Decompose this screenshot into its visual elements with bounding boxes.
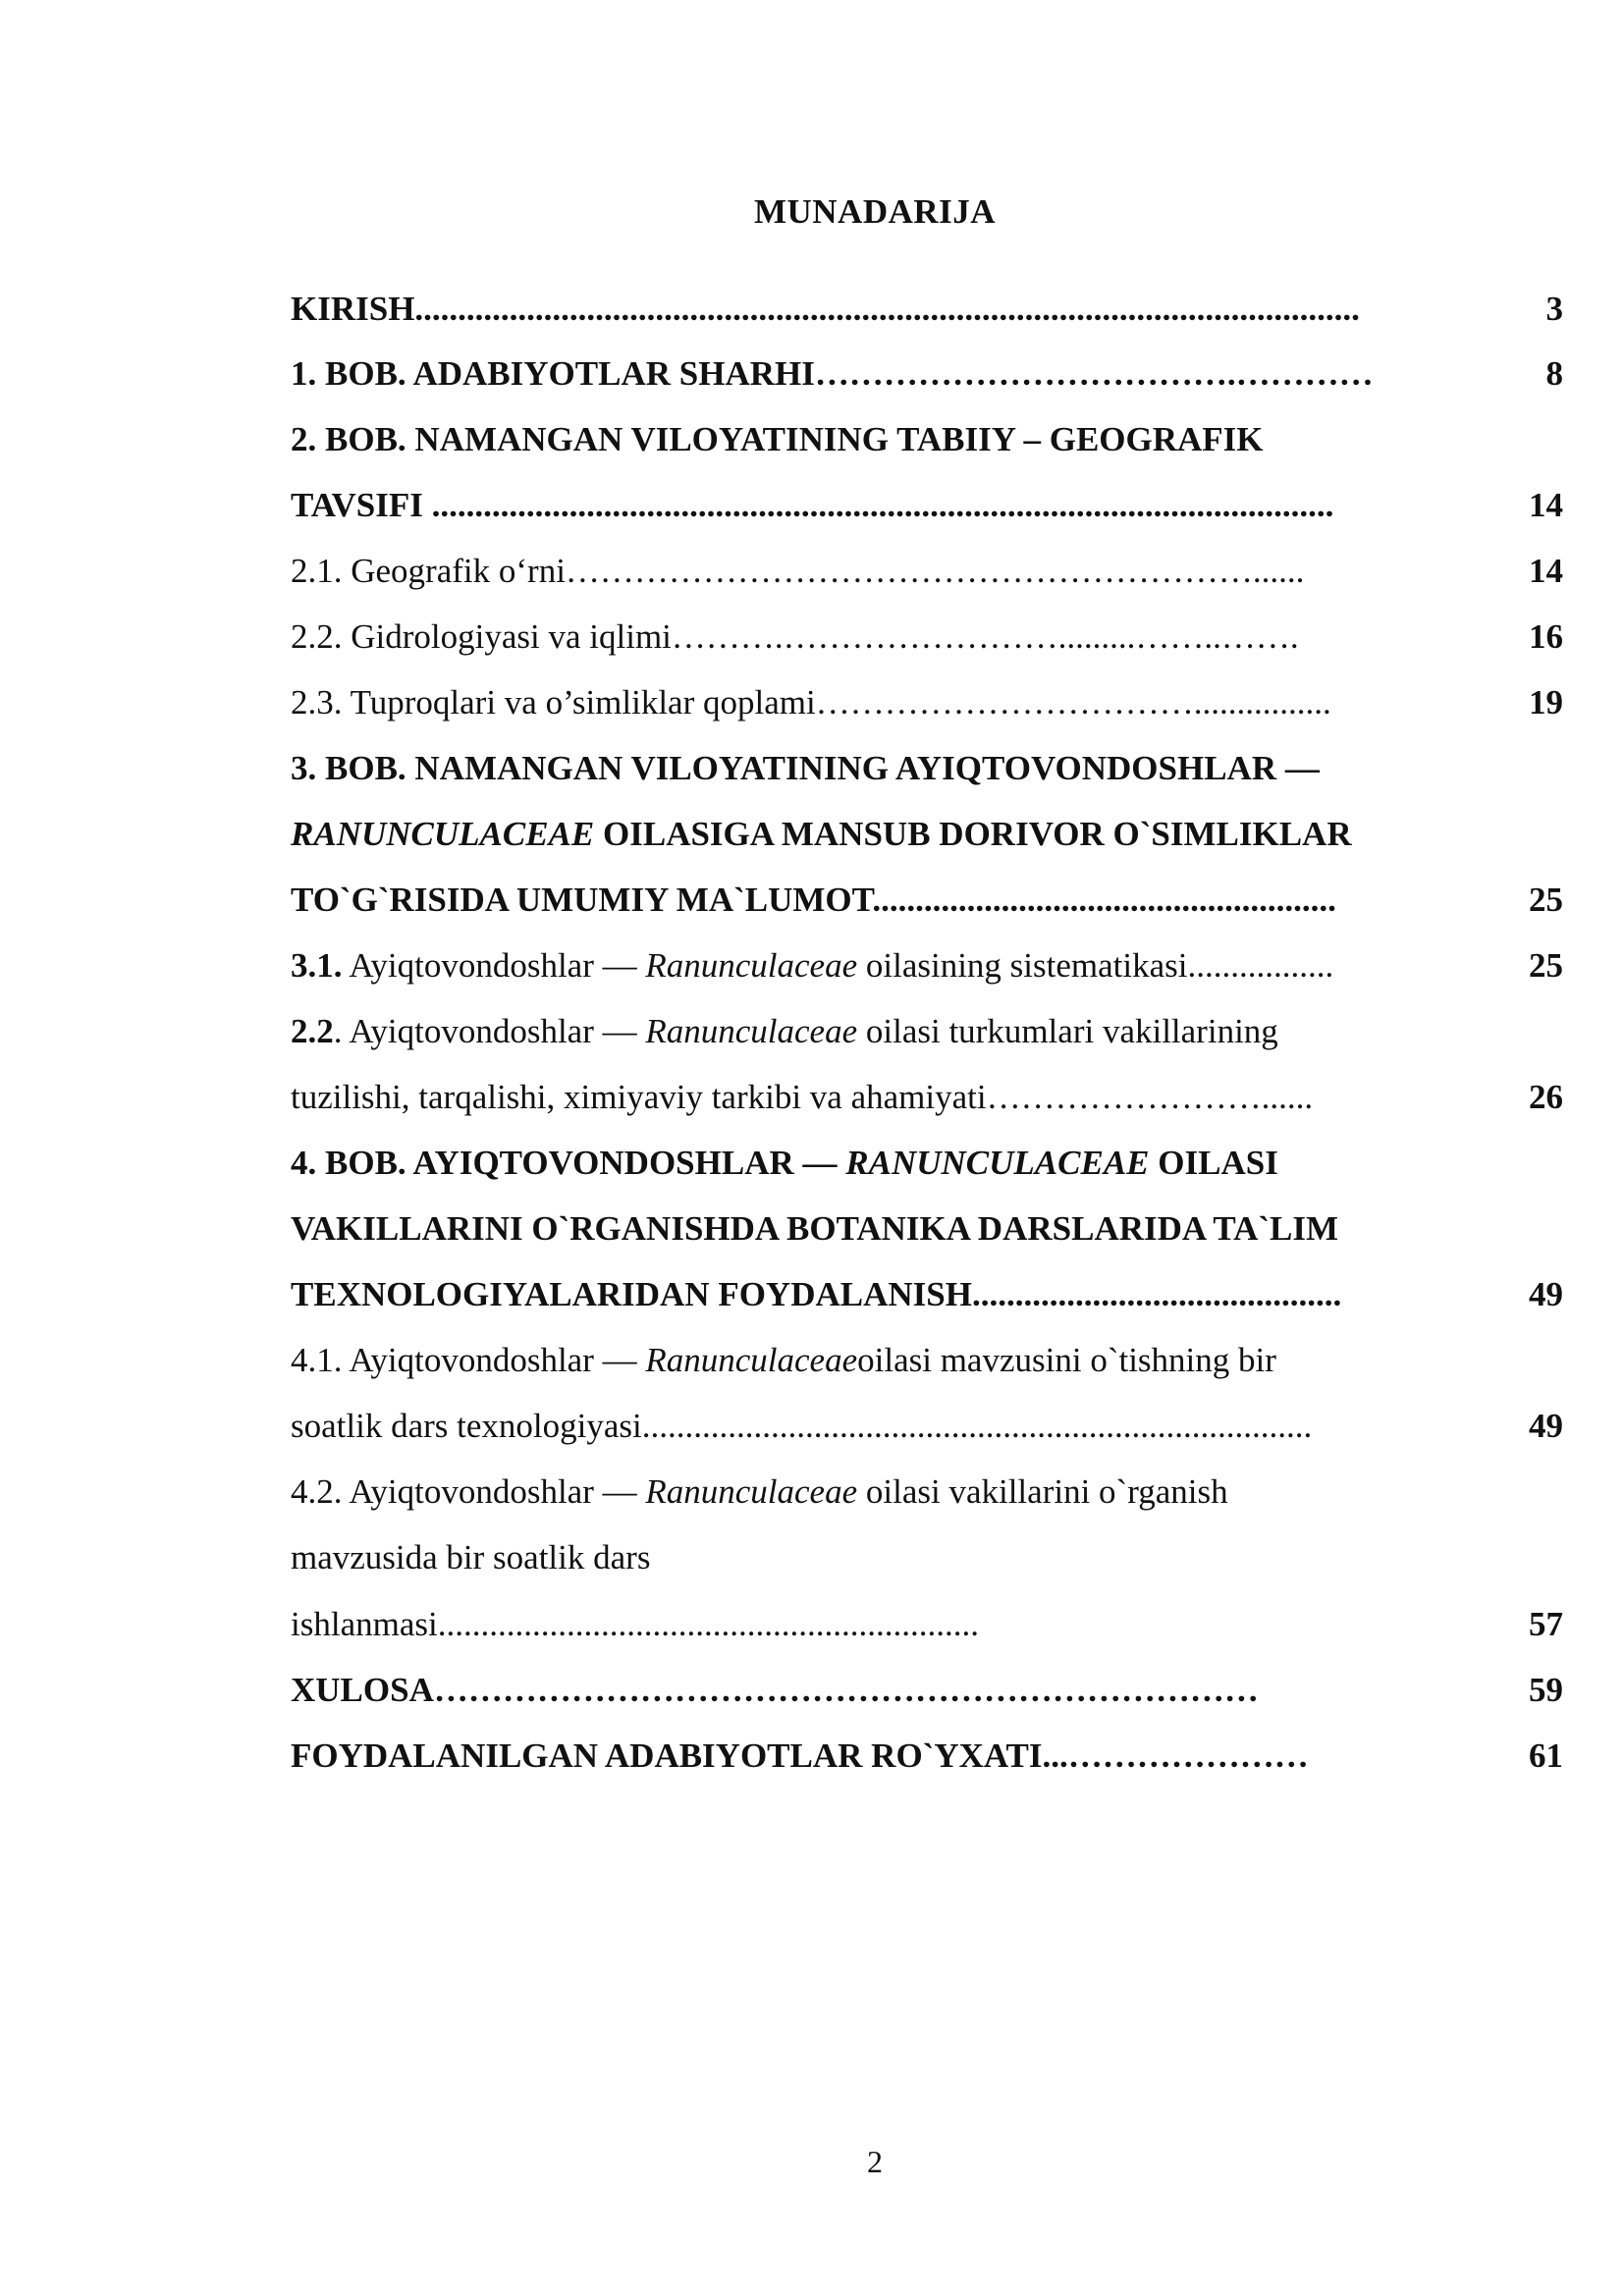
toc-entry-bob3b bbox=[291, 813, 1402, 856]
toc-entry-text: RANUNCULACEAE bbox=[845, 1144, 1150, 1182]
toc-entry-s22bb bbox=[291, 1076, 1402, 1119]
toc-entry-bob4c bbox=[291, 1273, 1402, 1316]
toc-entry-s41a bbox=[291, 1339, 1402, 1382]
toc-entry-text: Ayiqtovondoshlar — bbox=[342, 946, 646, 985]
toc-entry-text: oilasi turkumlari vakillarining bbox=[857, 1012, 1278, 1050]
toc-entry-s42a bbox=[291, 1470, 1402, 1514]
toc-entry-text: 2.2. Gidrologiyasi va iqlimi……….…………………….........……..……. bbox=[291, 617, 1299, 656]
toc-entry-s42c bbox=[291, 1603, 1402, 1646]
toc-entry-s42b bbox=[291, 1536, 1402, 1579]
toc-page-number: 25 bbox=[1529, 946, 1563, 985]
toc-page-number: 57 bbox=[1529, 1605, 1563, 1643]
toc-entry-text: OILASI bbox=[1149, 1144, 1278, 1182]
toc-entry-kirish bbox=[291, 288, 1402, 331]
toc-entry-bob3a bbox=[291, 747, 1402, 790]
toc-entry-s31 bbox=[291, 944, 1402, 988]
toc-entry-text: Ranunculaceae bbox=[645, 1341, 858, 1379]
toc-page-number: 59 bbox=[1529, 1671, 1563, 1709]
toc-entry-s21 bbox=[291, 550, 1402, 593]
toc-entry-text: oilasi vakillarini o`rganish bbox=[857, 1472, 1228, 1511]
toc-entry-text: 2.2 bbox=[291, 1012, 334, 1050]
toc-entry-text: . Ayiqtovondoshlar — bbox=[333, 1012, 646, 1050]
toc-entry-text: 1. BOB. ADABIYOTLAR SHARHI……………………………….………… bbox=[291, 354, 1374, 393]
toc-page-number: 14 bbox=[1529, 552, 1563, 590]
toc-entry-text: FOYDALANILGAN ADABIYOTLAR RO`YXATI...………………… bbox=[291, 1736, 1309, 1775]
toc-entry-text: 2. BOB. NAMANGAN VILOYATINING TABIIY – GEOGRAFIK bbox=[291, 420, 1264, 458]
toc-entry-bob4a bbox=[291, 1142, 1402, 1185]
toc-entry-text: ishlanmasi............................................................... bbox=[291, 1605, 979, 1643]
toc-entry-text: TO`G`RISIDA UMUMIY MA`LUMOT...................................................... bbox=[291, 881, 1336, 919]
toc-entry-text: Ranunculaceae bbox=[645, 946, 858, 985]
toc-entry-text: 4.2. Ayiqtovondoshlar — bbox=[291, 1472, 646, 1511]
toc-entry-text: TAVSIFI ......................................................................................................... bbox=[291, 486, 1334, 524]
toc-entry-text: oilasining sistematikasi................. bbox=[857, 946, 1334, 985]
toc-entry-text: soatlik dars texnologiyasi.............................................................................. bbox=[291, 1407, 1313, 1445]
toc-entry-text: VAKILLARINI O`RGANISHDA BOTANIKA DARSLARIDA TA`LIM bbox=[291, 1209, 1339, 1248]
toc-entry-text: 4.1. Ayiqtovondoshlar — bbox=[291, 1341, 646, 1379]
toc-entry-text: 2.1. Geografik o‘rni……………………………………………………...... bbox=[291, 552, 1305, 590]
toc-page-number: 8 bbox=[1545, 354, 1563, 393]
toc-entry-bob4b bbox=[291, 1207, 1402, 1251]
toc-page-number: 3 bbox=[1545, 290, 1563, 328]
toc-page-number: 49 bbox=[1529, 1407, 1563, 1445]
toc-entry-text: 3.1. bbox=[291, 946, 343, 985]
toc-entry-s23 bbox=[291, 681, 1402, 724]
toc-entry-xulosa bbox=[291, 1669, 1402, 1712]
toc-entry-adab bbox=[291, 1735, 1402, 1778]
toc-page-number: 16 bbox=[1529, 617, 1563, 656]
toc-entry-bob2a bbox=[291, 418, 1402, 461]
toc-entry-text: 2.3. Tuproqlari va o’simliklar qoplami……………………………................ bbox=[291, 683, 1331, 721]
toc-page-number: 14 bbox=[1529, 486, 1563, 524]
toc-entry-bob1 bbox=[291, 352, 1402, 396]
toc-page-number: 49 bbox=[1529, 1275, 1563, 1313]
toc-entry-text: KIRISH.............................................................................................................. bbox=[291, 290, 1360, 328]
toc-entry-s41b bbox=[291, 1405, 1402, 1448]
toc-entry-text: oilasi mavzusini o`tishning bir bbox=[857, 1341, 1276, 1379]
toc-entry-text: Ranunculaceae bbox=[645, 1012, 858, 1050]
toc-entry-bob2b bbox=[291, 484, 1402, 527]
toc-entry-text: mavzusida bir soatlik dars bbox=[291, 1538, 651, 1576]
toc-entry-text: Ranunculaceae bbox=[645, 1472, 858, 1511]
toc-page-number: 26 bbox=[1529, 1078, 1563, 1116]
toc-page-number: 19 bbox=[1529, 683, 1563, 721]
toc-page-number: 25 bbox=[1529, 881, 1563, 919]
toc-entry-bob3c bbox=[291, 879, 1402, 922]
toc-title: MUNADARIJA bbox=[753, 192, 997, 231]
toc-entry-s22 bbox=[291, 615, 1402, 659]
toc-page-number: 61 bbox=[1529, 1736, 1563, 1775]
toc-entry-text: TEXNOLOGIYALARIDAN FOYDALANISH........................................... bbox=[291, 1275, 1342, 1313]
toc-entry-text: OILASIGA MANSUB DORIVOR O`SIMLIKLAR bbox=[594, 815, 1352, 853]
page-number: 2 bbox=[867, 2144, 883, 2179]
toc-entry-s22ba bbox=[291, 1010, 1402, 1053]
toc-entry-text: 3. BOB. NAMANGAN VILOYATINING AYIQTOVONDOSHLAR — bbox=[291, 749, 1320, 787]
toc-entry-text: 4. BOB. AYIQTOVONDOSHLAR — bbox=[291, 1144, 846, 1182]
toc-entry-text: XULOSA……………………………………………………………… bbox=[291, 1671, 1259, 1709]
toc-entry-text: RANUNCULACEAE bbox=[291, 815, 595, 853]
toc-entry-text: tuzilishi, tarqalishi, ximiyaviy tarkibi va ahamiyati……………………...... bbox=[291, 1078, 1314, 1116]
